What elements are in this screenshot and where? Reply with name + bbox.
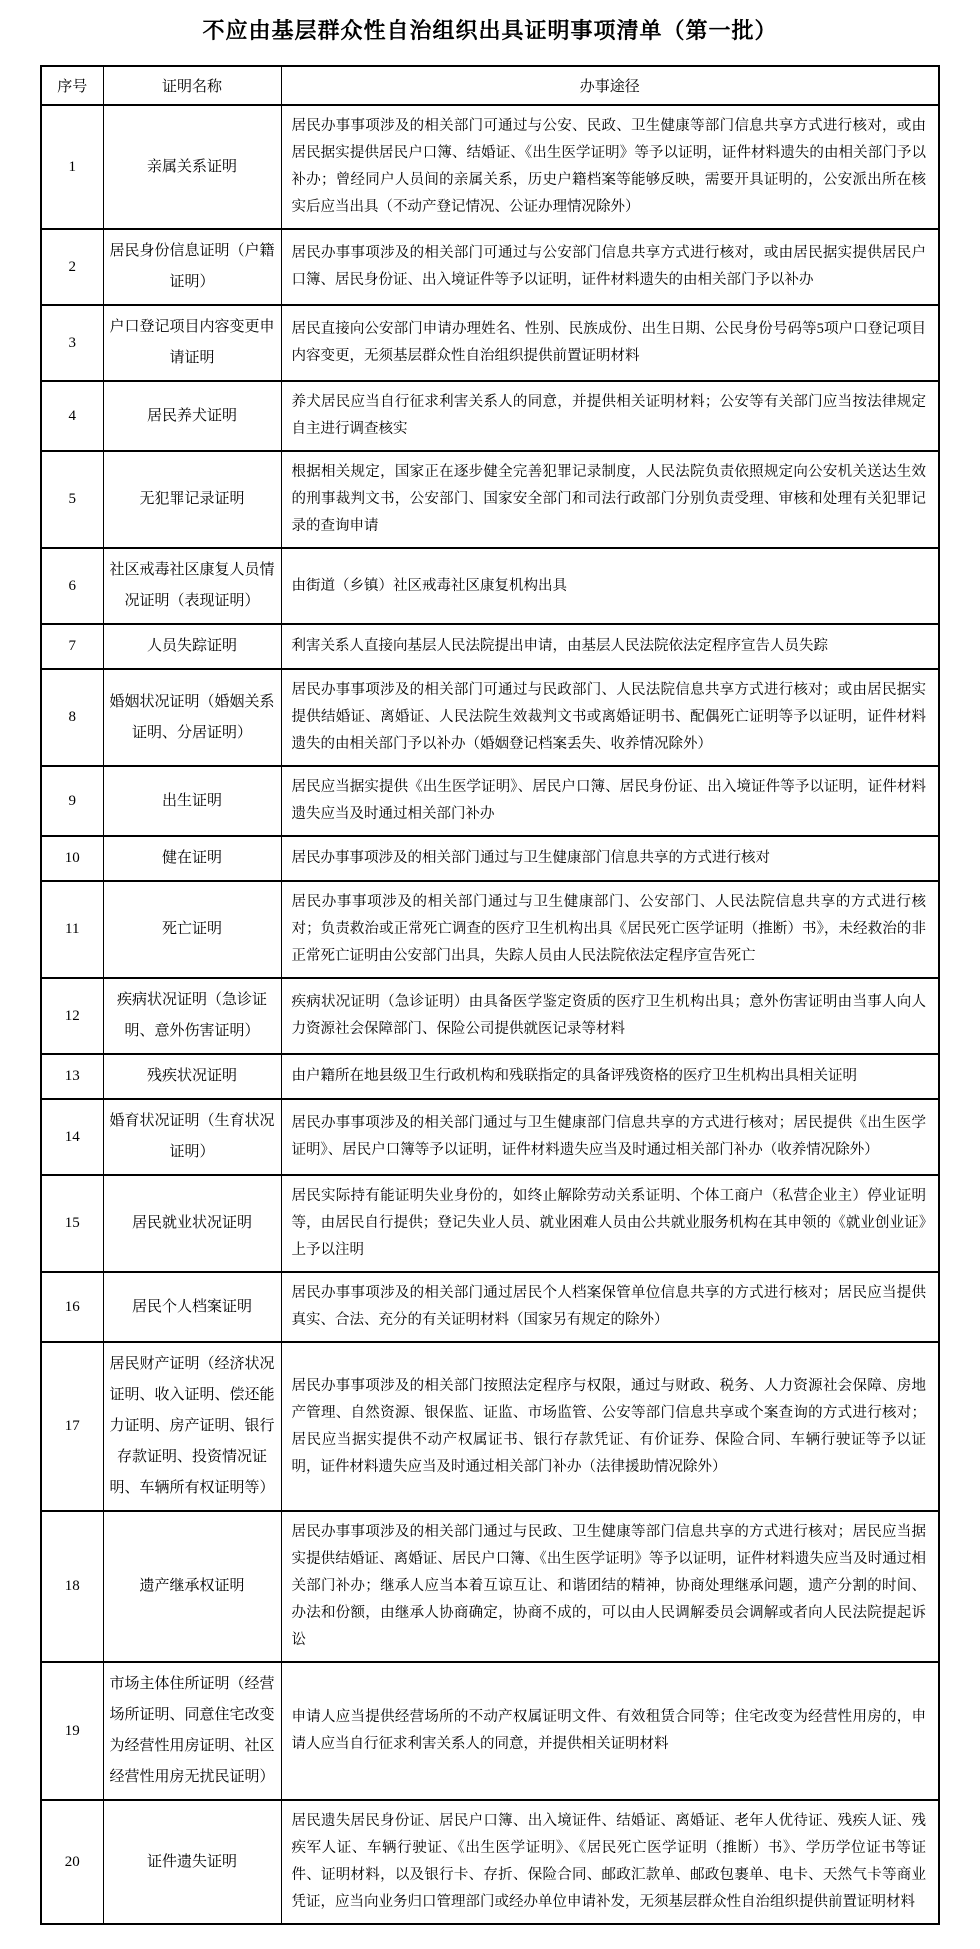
table-row: [41, 305, 939, 381]
certificate-name: 居民就业状况证明: [103, 1175, 281, 1272]
handling-path: 居民办事事项涉及的相关部门可通过与公安、民政、卫生健康等部门信息共享方式进行核对，或由居民据实提供居民户口簿、结婚证、《出生医学证明》等予以证明，证件材料遗失的由相关部门予以补办；曾经同户人员间的亲属关系，历史户籍档案等能够反映，需要开具证明的，公安派出所在核实后应当出具（不动产登记情况、公证办理情况除外）: [281, 105, 939, 229]
row-serial-number: 14: [41, 1099, 103, 1175]
table-row: [41, 548, 939, 624]
certificate-name: 居民身份信息证明（户籍证明）: [103, 229, 281, 305]
row-serial-number: 9: [41, 766, 103, 836]
certificate-name: 市场主体住所证明（经营场所证明、同意住宅改变为经营性用房证明、社区经营性用房无扰民证明）: [103, 1662, 281, 1800]
table-row: [41, 1511, 939, 1662]
row-serial-number: 15: [41, 1175, 103, 1272]
page-title: 不应由基层群众性自治组织出具证明事项清单（第一批）: [202, 18, 778, 43]
row-serial-number: 2: [41, 229, 103, 305]
table-row: [41, 1054, 939, 1099]
table-header: [41, 66, 939, 105]
row-serial-number: 19: [41, 1662, 103, 1800]
handling-path: 居民办事事项涉及的相关部门按照法定程序与权限，通过与财政、税务、人力资源社会保障、房地产管理、自然资源、银保监、证监、市场监管、公安等部门信息共享或个案查询的方式进行核对；居民应当据实提供不动产权属证书、银行存款凭证、有价证券、保险合同、车辆行驶证等予以证明，证件材料遗失应当及时通过相关部门补办（法律援助情况除外）: [281, 1342, 939, 1511]
table-row: [41, 105, 939, 229]
handling-path: 疾病状况证明（急诊证明）由具备医学鉴定资质的医疗卫生机构出具；意外伤害证明由当事人向人力资源社会保障部门、保险公司提供就医记录等材料: [281, 978, 939, 1054]
certificate-name: 亲属关系证明: [103, 105, 281, 229]
handling-path: 申请人应当提供经营场所的不动产权属证明文件、有效租赁合同等；住宅改变为经营性用房的，申请人应当自行征求利害关系人的同意，并提供相关证明材料: [281, 1662, 939, 1800]
handling-path: 养犬居民应当自行征求利害关系人的同意，并提供相关证明材料；公安等有关部门应当按法律规定自主进行调查核实: [281, 381, 939, 451]
header-cell-no: 序号: [41, 66, 103, 105]
handling-path: 居民办事事项涉及的相关部门通过与卫生健康部门信息共享的方式进行核对；居民提供《出生医学证明》、居民户口簿等予以证明，证件材料遗失应当及时通过相关部门补办（收养情况除外）: [281, 1099, 939, 1175]
row-serial-number: 1: [41, 105, 103, 229]
table-row: [41, 381, 939, 451]
handling-path: 根据相关规定，国家正在逐步健全完善犯罪记录制度，人民法院负责依照规定向公安机关送达生效的刑事裁判文书，公安部门、国家安全部门和司法行政部门分别负责受理、审核和处理有关犯罪记录的查询申请: [281, 451, 939, 548]
row-serial-number: 13: [41, 1054, 103, 1099]
certificate-name: 证件遗失证明: [103, 1800, 281, 1924]
table-body: [41, 105, 939, 1924]
certificate-name: 健在证明: [103, 836, 281, 881]
certificate-name: 疾病状况证明（急诊证明、意外伤害证明）: [103, 978, 281, 1054]
handling-path: 居民办事事项涉及的相关部门通过与卫生健康部门信息共享的方式进行核对: [281, 836, 939, 881]
table-row: [41, 1272, 939, 1342]
handling-path: 居民直接向公安部门申请办理姓名、性别、民族成份、出生日期、公民身份号码等5项户口登记项目内容变更，无须基层群众性自治组织提供前置证明材料: [281, 305, 939, 381]
table-row: [41, 836, 939, 881]
handling-path: 由街道（乡镇）社区戒毒社区康复机构出具: [281, 548, 939, 624]
table-row: [41, 624, 939, 669]
certificate-name: 遗产继承权证明: [103, 1511, 281, 1662]
row-serial-number: 10: [41, 836, 103, 881]
row-serial-number: 4: [41, 381, 103, 451]
certificate-name: 社区戒毒社区康复人员情况证明（表现证明）: [103, 548, 281, 624]
row-serial-number: 5: [41, 451, 103, 548]
header-cell-name: 证明名称: [103, 66, 281, 105]
handling-path: 居民办事事项涉及的相关部门可通过与公安部门信息共享方式进行核对，或由居民据实提供居民户口簿、居民身份证、出入境证件等予以证明，证件材料遗失的由相关部门予以补办: [281, 229, 939, 305]
table-row: [41, 1662, 939, 1800]
certificate-name: 居民个人档案证明: [103, 1272, 281, 1342]
row-serial-number: 16: [41, 1272, 103, 1342]
table-row: [41, 229, 939, 305]
handling-path: 由户籍所在地县级卫生行政机构和残联指定的具备评残资格的医疗卫生机构出具相关证明: [281, 1054, 939, 1099]
handling-path: 居民办事事项涉及的相关部门可通过与民政部门、人民法院信息共享方式进行核对；或由居民据实提供结婚证、离婚证、人民法院生效裁判文书或离婚证明书、配偶死亡证明等予以证明，证件材料遗失的由相关部门予以补办（婚姻登记档案丢失、收养情况除外）: [281, 669, 939, 766]
table-row: [41, 1800, 939, 1924]
header-cell-path: 办事途径: [281, 66, 939, 105]
table-row: [41, 669, 939, 766]
certificate-name: 死亡证明: [103, 881, 281, 978]
certificate-name: 人员失踪证明: [103, 624, 281, 669]
row-serial-number: 18: [41, 1511, 103, 1662]
certificate-name: 无犯罪记录证明: [103, 451, 281, 548]
certificate-list-table: [40, 65, 940, 1925]
handling-path: 居民实际持有能证明失业身份的，如终止解除劳动关系证明、个体工商户（私营企业主）停业证明等，由居民自行提供；登记失业人员、就业困难人员由公共就业服务机构在其申领的《就业创业证》上予以注明: [281, 1175, 939, 1272]
certificate-name: 出生证明: [103, 766, 281, 836]
row-serial-number: 17: [41, 1342, 103, 1511]
table-row: [41, 1175, 939, 1272]
row-serial-number: 8: [41, 669, 103, 766]
row-serial-number: 11: [41, 881, 103, 978]
certificate-name: 婚姻状况证明（婚姻关系证明、分居证明）: [103, 669, 281, 766]
handling-path: 居民办事事项涉及的相关部门通过与卫生健康部门、公安部门、人民法院信息共享的方式进行核对；负责救治或正常死亡调查的医疗卫生机构出具《居民死亡医学证明（推断）书》，未经救治的非正常死亡证明由公安部门出具，失踪人员由人民法院依法定程序宣告死亡: [281, 881, 939, 978]
certificate-name: 居民养犬证明: [103, 381, 281, 451]
row-serial-number: 6: [41, 548, 103, 624]
table-row: [41, 1342, 939, 1511]
row-serial-number: 20: [41, 1800, 103, 1924]
handling-path: 居民遗失居民身份证、居民户口簿、出入境证件、结婚证、离婚证、老年人优待证、残疾人证、残疾军人证、车辆行驶证、《出生医学证明》、《居民死亡医学证明（推断）书》、学历学位证书等证件、证明材料，以及银行卡、存折、保险合同、邮政汇款单、邮政包裹单、电卡、天然气卡等商业凭证，应当向业务归口管理部门或经办单位申请补发，无须基层群众性自治组织提供前置证明材料: [281, 1800, 939, 1924]
handling-path: 利害关系人直接向基层人民法院提出申请，由基层人民法院依法定程序宣告人员失踪: [281, 624, 939, 669]
table-row: [41, 1099, 939, 1175]
row-serial-number: 3: [41, 305, 103, 381]
row-serial-number: 12: [41, 978, 103, 1054]
handling-path: 居民办事事项涉及的相关部门通过居民个人档案保管单位信息共享的方式进行核对；居民应当提供真实、合法、充分的有关证明材料（国家另有规定的除外）: [281, 1272, 939, 1342]
table-row: [41, 766, 939, 836]
handling-path: 居民办事事项涉及的相关部门通过与民政、卫生健康等部门信息共享的方式进行核对；居民应当据实提供结婚证、离婚证、居民户口簿、《出生医学证明》等予以证明，证件材料遗失应当及时通过相关部门补办；继承人应当本着互谅互让、和谐团结的精神，协商处理继承问题，遗产分割的时间、办法和份额，由继承人协商确定，协商不成的，可以由人民调解委员会调解或者向人民法院提起诉讼: [281, 1511, 939, 1662]
table-row: [41, 978, 939, 1054]
handling-path: 居民应当据实提供《出生医学证明》、居民户口簿、居民身份证、出入境证件等予以证明，证件材料遗失应当及时通过相关部门补办: [281, 766, 939, 836]
certificate-name: 残疾状况证明: [103, 1054, 281, 1099]
row-serial-number: 7: [41, 624, 103, 669]
header-row: [41, 66, 939, 105]
table-row: [41, 451, 939, 548]
certificate-name: 户口登记项目内容变更申请证明: [103, 305, 281, 381]
certificate-name: 婚育状况证明（生育状况证明）: [103, 1099, 281, 1175]
certificate-name: 居民财产证明（经济状况证明、收入证明、偿还能力证明、房产证明、银行存款证明、投资情况证明、车辆所有权证明等）: [103, 1342, 281, 1511]
table-row: [41, 881, 939, 978]
